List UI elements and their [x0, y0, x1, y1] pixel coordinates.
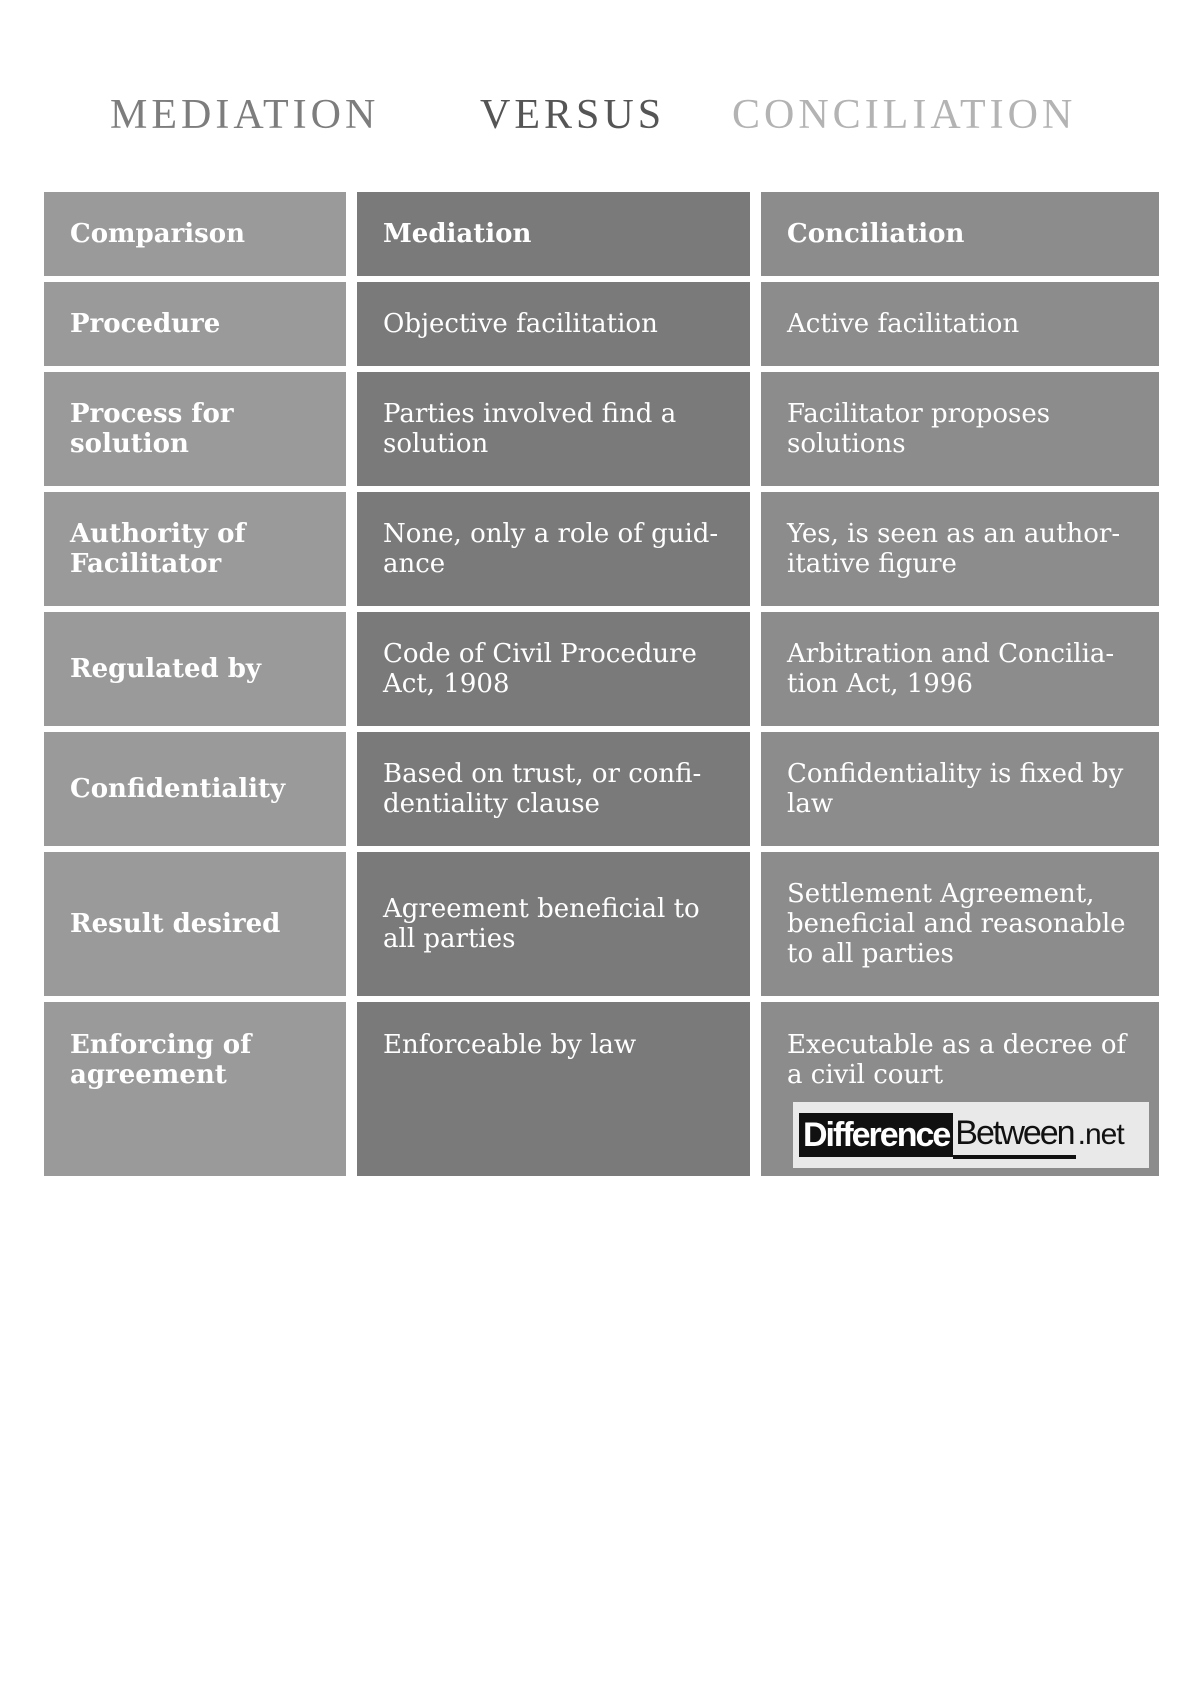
mediation-cell: Code of Civil Procedure Act, 1908 [357, 612, 750, 726]
table-row [44, 732, 1159, 846]
table-row [44, 612, 1159, 726]
mediation-cell: Enforceable by law [357, 1002, 750, 1176]
mediation-cell: Based on trust, or confi-dentiality clause [357, 732, 750, 846]
conciliation-cell: Active facilitation [761, 282, 1159, 366]
title-conciliation: CONCILIATION [732, 92, 1077, 138]
table-row [44, 372, 1159, 486]
conciliation-cell: Arbitration and Concilia-tion Act, 1996 [761, 612, 1159, 726]
conciliation-cell: Executable as a decree of a civil court Difference Between .net [761, 1002, 1159, 1176]
header-cell-comparison: Comparison [44, 192, 346, 276]
mediation-cell: None, only a role of guid-ance [357, 492, 750, 606]
row-label: Result desired [44, 852, 346, 996]
row-label: Process for solution [44, 372, 346, 486]
mediation-cell: Objective facilitation [357, 282, 750, 366]
header-cell-conciliation: Conciliation [761, 192, 1159, 276]
row-label: Regulated by [44, 612, 346, 726]
conciliation-cell: Settlement Agreement, beneficial and reasonable to all parties [761, 852, 1159, 996]
row-label: Authority of Facilitator [44, 492, 346, 606]
conciliation-cell: Confidentiality is fixed by law [761, 732, 1159, 846]
mediation-cell: Parties involved find a solution [357, 372, 750, 486]
difference-between-logo [793, 1102, 1149, 1168]
logo-part-between: Between [953, 1111, 1075, 1159]
row-label: Enforcing of agreement [44, 1002, 346, 1176]
conciliation-cell: Yes, is seen as an author-itative figure [761, 492, 1159, 606]
table-row [44, 852, 1159, 996]
mediation-cell: Agreement beneficial to all parties [357, 852, 750, 996]
row-label: Procedure [44, 282, 346, 366]
logo-part-difference: Difference [799, 1113, 953, 1157]
comparison-table [44, 192, 1159, 1182]
table-row [44, 1002, 1159, 1176]
title-mediation: MEDIATION [110, 92, 380, 138]
title-versus: VERSUS [480, 92, 666, 138]
header-cell-mediation: Mediation [357, 192, 750, 276]
row-label: Confidentiality [44, 732, 346, 846]
table-row [44, 492, 1159, 606]
table-header-row [44, 192, 1159, 276]
table-row [44, 282, 1159, 366]
conciliation-cell: Facilitator proposes solutions [761, 372, 1159, 486]
page-title [0, 80, 1200, 150]
logo-part-net: .net [1077, 1118, 1124, 1151]
